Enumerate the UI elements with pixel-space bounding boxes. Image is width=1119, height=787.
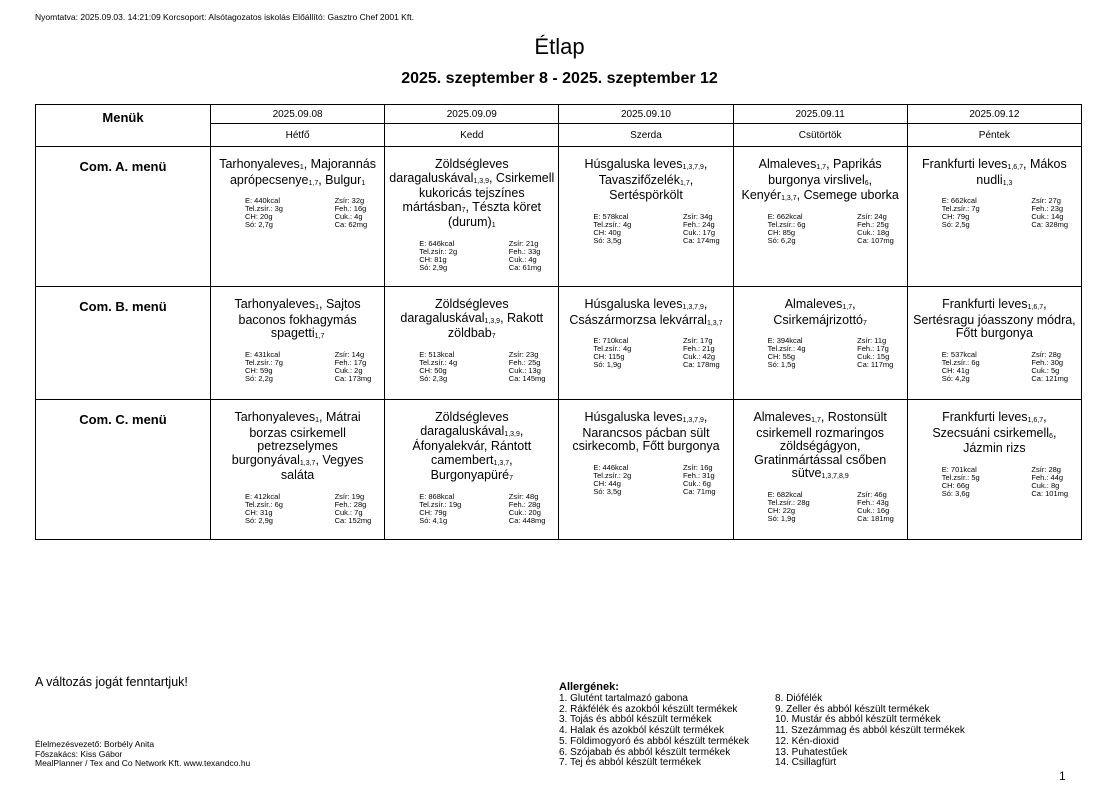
dish-name: Húsgaluska leves <box>584 297 683 311</box>
dish-text <box>389 298 554 343</box>
dish-name: Zöldségleves daragaluskával <box>389 157 509 185</box>
nutrition-value: Só: 3,5g <box>593 486 622 496</box>
dish-name: , Császármorzsa lekvárral <box>569 297 708 327</box>
dish-name: , Paprikás burgonya virslivel <box>768 157 882 187</box>
menu-cell <box>385 147 559 287</box>
dish-name: , Narancsos pácban sült csirkecomb, Főtt burgonya <box>572 410 720 453</box>
allergen-item: 12. Kén-dioxid <box>775 735 839 747</box>
allergen-item: 9. Zeller és abból készült termékek <box>775 703 930 715</box>
dish-name: , Rakott zöldbab <box>447 310 544 340</box>
day-date: 2025.09.08 <box>210 105 385 124</box>
dish-text <box>215 158 380 189</box>
dish-name: Húsgaluska leves <box>584 410 683 424</box>
dish-text <box>563 411 728 456</box>
nutrition-value: Tel.zsír.: 28g <box>767 497 810 507</box>
nutrition-info <box>563 464 728 496</box>
dish-text <box>389 158 554 232</box>
dish-text <box>563 158 728 205</box>
allergen-codes: 1,3,7,9 <box>682 164 704 171</box>
dish-name: , Sertéspörkölt <box>609 172 694 202</box>
nutrition-value: Só: 2,3g <box>419 373 448 383</box>
dish-name: Húsgaluska leves <box>584 157 683 171</box>
nutrition-value: Zsír: 48g <box>508 491 539 501</box>
nutrition-value: Só: 1,9g <box>593 360 622 369</box>
nutrition-value: Ca: 101mg <box>1031 488 1069 498</box>
nutrition-value: Cuk.: 16g <box>857 505 890 515</box>
day-header-wed <box>559 105 733 147</box>
allergen-codes: 1 <box>491 222 496 229</box>
nutrition-value: Cuk.: 15g <box>857 352 890 361</box>
dish-name: , Csemege uborka <box>796 188 899 202</box>
nutrition-info <box>215 351 380 383</box>
nutrition-value: Cuk.: 5g <box>1031 365 1060 375</box>
nutrition-value: Feh.: 33g <box>508 246 541 256</box>
allergen-codes: 1,3,7 <box>299 459 316 467</box>
dish-name: , Bulgur <box>318 172 362 187</box>
allergen-codes: 1 <box>315 417 319 424</box>
nutrition-value: Tel.zsír.: 6g <box>767 219 806 229</box>
dish-name: , Csirkemell kukoricás tejszínes mártásban <box>402 170 555 214</box>
menu-name: Com. B. menü <box>36 287 211 400</box>
nutrition-value: Feh.: 16g <box>334 204 367 213</box>
nutrition-value: Ca: 328mg <box>1031 220 1069 229</box>
nutrition-value: CH: 40g <box>593 227 621 237</box>
nutrition-value: Tel.zsír.: 2g <box>593 470 632 480</box>
day-date: 2025.09.09 <box>384 105 559 124</box>
allergen-item: 13. Puhatestűek <box>775 746 848 758</box>
menu-cell <box>733 287 907 400</box>
allergen-codes: 1,3,7 <box>706 319 723 327</box>
dish-name: , Jázmin rizs <box>963 425 1057 455</box>
nutrition-value: Zsír: 17g <box>682 336 713 345</box>
nutrition-value: Ca: 174mg <box>682 235 720 245</box>
day-name: Hétfő <box>285 130 310 141</box>
day-header-mon <box>211 105 385 147</box>
nutrition-value: Ca: 71mg <box>682 486 716 496</box>
menu-cell <box>211 287 385 400</box>
nutrition-value: Cuk.: 6g <box>682 478 711 488</box>
nutrition-value: E: 537kcal <box>941 349 977 359</box>
dish-name: , Áfonyalekvár, Rántott camembert <box>412 423 532 467</box>
nutrition-value: Ca: 173mg <box>334 373 372 383</box>
allergen-codes: 1,6,7 <box>1007 164 1023 171</box>
dish-name: , Kenyér <box>741 172 873 202</box>
nutrition-info <box>563 337 728 369</box>
day-name: Csütörtök <box>798 130 842 141</box>
nutrition-value: E: 578kcal <box>593 211 629 221</box>
allergen-codes: 1,3,7,9 <box>682 417 704 424</box>
dish-name: , Tészta köret (durum) <box>447 199 542 229</box>
nutrition-value: Só: 1,9g <box>767 513 796 523</box>
nutrition-info <box>738 213 903 245</box>
nutrition-value: E: 394kcal <box>767 336 803 345</box>
nutrition-value: Tel.zsír.: 4g <box>419 357 458 367</box>
nutrition-value: CH: 50g <box>419 365 447 375</box>
nutrition-info <box>389 351 554 383</box>
nutrition-value: E: 701kcal <box>941 464 977 474</box>
dish-name: , Szecsuáni csirkemell <box>932 410 1050 440</box>
nutrition-value: Tel.zsír.: 7g <box>245 357 283 367</box>
dish-text <box>738 411 903 483</box>
staff-line: Főszakács: Kiss Gábor <box>35 748 123 759</box>
nutrition-value: Tel.zsír.: 4g <box>767 344 806 353</box>
allergen-codes: 1,3,7,9 <box>682 304 704 311</box>
nutrition-value: E: 646kcal <box>419 238 455 248</box>
nutrition-value: CH: 115g <box>593 352 625 361</box>
nutrition-value: CH: 55g <box>767 352 796 361</box>
date-range-subtitle: 2025. szeptember 8 - 2025. szeptember 12 <box>401 70 718 87</box>
day-header-thu <box>733 105 907 147</box>
day-name: Szerda <box>630 130 662 141</box>
nutrition-value: Cuk.: 20g <box>508 507 541 517</box>
print-header: Nyomtatva: 2025.09.03. 14:21:09 Korcsoport: Alsótagozatos iskolás Előállító: Gasztro Chef 2001 Kft. <box>35 12 414 22</box>
nutrition-value: Tel.zsír.: 4g <box>593 344 632 353</box>
dish-text <box>738 158 903 205</box>
nutrition-value: Só: 6,2g <box>767 235 796 245</box>
allergen-item: 11. Szezámmag és abból készült termékek <box>775 725 965 737</box>
dish-name: , Mátrai borzas csirkemell petrezselymes burgonyával <box>231 410 361 467</box>
dish-text <box>215 411 380 485</box>
nutrition-value: Cuk.: 18g <box>857 227 890 237</box>
nutrition-value: Feh.: 28g <box>508 499 541 509</box>
allergen-codes: 6 <box>864 179 869 187</box>
nutrition-value: Ca: 152mg <box>334 515 372 525</box>
nutrition-value: Cuk.: 4g <box>334 212 363 221</box>
nutrition-value: Cuk.: 13g <box>508 365 541 375</box>
nutrition-value: Zsír: 27g <box>1031 196 1061 205</box>
nutrition-value: Cuk.: 8g <box>1031 480 1060 490</box>
nutrition-value: Só: 2,7g <box>245 220 273 229</box>
allergen-codes: 6 <box>1049 432 1053 440</box>
day-date: 2025.09.10 <box>558 105 733 124</box>
nutrition-value: E: 868kcal <box>419 491 455 501</box>
menu-row-b <box>36 287 1082 400</box>
nutrition-value: Zsír: 21g <box>508 238 539 248</box>
nutrition-value: CH: 79g <box>941 212 970 221</box>
nutrition-info <box>563 213 728 245</box>
menu-row-a <box>36 147 1082 287</box>
dish-name: Almaleves <box>758 157 817 171</box>
dish-name: Tarhonyaleves <box>234 410 316 424</box>
allergen-codes: 1 <box>299 164 304 171</box>
menu-cell <box>733 147 907 287</box>
day-date: 2025.09.12 <box>907 105 1082 124</box>
nutrition-value: Cuk.: 4g <box>508 254 537 264</box>
day-header-fri <box>907 105 1081 147</box>
dish-name: Almaleves <box>784 297 843 311</box>
menu-cell <box>907 400 1081 540</box>
allergen-codes: 1,7 <box>314 333 325 340</box>
table-header-row <box>36 105 1082 147</box>
nutrition-value: Tel.zsír.: 7g <box>941 204 980 213</box>
allergen-codes: 1,3,7 <box>781 195 797 202</box>
nutrition-value: Zsír: 19g <box>334 491 365 501</box>
dish-name: , Csirkemájrizottó <box>773 297 863 327</box>
nutrition-value: Só: 3,6g <box>941 488 970 498</box>
dish-name: Frankfurti leves <box>921 157 1008 171</box>
nutrition-info <box>215 493 380 525</box>
nutrition-value: CH: 66g <box>941 480 970 490</box>
nutrition-value: Feh.: 25g <box>857 219 889 229</box>
menu-row-c <box>36 400 1082 540</box>
dish-name: , Burgonyapüré <box>430 452 513 482</box>
nutrition-value: Só: 2,2g <box>245 373 273 383</box>
nutrition-value: Só: 2,9g <box>245 515 273 525</box>
dish-name: Frankfurti leves <box>942 297 1028 311</box>
allergen-list-left <box>559 694 749 769</box>
allergen-item: 14. Csillagfürt <box>775 757 837 769</box>
allergen-codes: 1,3,7,8,9 <box>821 473 849 480</box>
nutrition-info <box>738 491 903 523</box>
allergen-codes: 1,3 <box>1002 179 1013 187</box>
nutrition-value: Zsír: 23g <box>508 349 539 359</box>
allergen-codes: 1,7 <box>811 417 821 424</box>
nutrition-value: E: 440kcal <box>245 196 281 205</box>
day-name: Péntek <box>978 130 1010 141</box>
dish-name: Tarhonyaleves <box>219 157 300 171</box>
nutrition-value: Ca: 61mg <box>508 262 542 272</box>
dish-text <box>738 298 903 329</box>
nutrition-value: E: 513kcal <box>419 349 455 359</box>
nutrition-value: Feh.: 21g <box>682 344 715 353</box>
allergen-list-right <box>775 694 965 769</box>
nutrition-value: Ca: 181mg <box>857 513 894 523</box>
dish-name: , Majorannás aprópecsenye <box>229 157 376 187</box>
menu-table <box>35 104 1082 540</box>
allergen-item: 6. Szójabab és abból készült termékek <box>559 746 731 758</box>
allergen-codes: 1,7 <box>842 304 853 311</box>
nutrition-value: CH: 59g <box>245 365 273 375</box>
nutrition-value: E: 412kcal <box>245 491 281 501</box>
menu-cell <box>559 147 733 287</box>
allergen-item: 3. Tojás és abból készült termékek <box>559 714 712 726</box>
dish-name: Zöldségleves daragaluskával <box>420 410 509 438</box>
dish-text <box>912 298 1077 343</box>
nutrition-value: Zsír: 32g <box>334 196 365 205</box>
day-date: 2025.09.11 <box>733 105 908 124</box>
nutrition-value: CH: 79g <box>419 507 447 517</box>
staff-info <box>35 740 250 769</box>
nutrition-value: Tel.zsír.: 6g <box>941 357 980 367</box>
nutrition-value: Ca: 62mg <box>334 220 368 229</box>
nutrition-value: Zsír: 11g <box>857 336 887 345</box>
nutrition-value: E: 710kcal <box>593 336 629 345</box>
allergen-codes: 1,7 <box>816 164 827 171</box>
nutrition-value: Feh.: 17g <box>334 357 367 367</box>
menu-cell <box>385 400 559 540</box>
nutrition-value: Só: 2,5g <box>941 220 970 229</box>
nutrition-value: Ca: 117mg <box>857 360 894 369</box>
nutrition-value: E: 662kcal <box>941 196 977 205</box>
allergen-codes: 7 <box>491 333 496 340</box>
nutrition-value: Zsír: 16g <box>682 462 713 472</box>
allergen-codes: 1,7 <box>308 179 319 187</box>
nutrition-value: Tel.zsír.: 19g <box>419 499 462 509</box>
dish-text <box>215 298 380 343</box>
allergen-item: 8. Diófélék <box>775 693 823 704</box>
menus-header: Menük <box>36 105 211 147</box>
nutrition-value: Cuk.: 14g <box>1031 212 1064 221</box>
menu-cell <box>733 400 907 540</box>
dish-name: Tarhonyaleves <box>234 297 316 311</box>
dish-name: , Sajtos baconos fokhagymás spagetti <box>238 297 361 340</box>
nutrition-value: Feh.: 28g <box>334 499 367 509</box>
nutrition-value: Só: 1,5g <box>767 360 796 369</box>
nutrition-value: CH: 81g <box>419 254 447 264</box>
nutrition-value: Feh.: 17g <box>857 344 889 353</box>
dish-name: , Tavaszifőzelék <box>598 157 708 187</box>
allergen-codes: 1,6,7 <box>1027 417 1044 424</box>
allergen-item: 2. Rákfélék és azokból készült termékek <box>559 703 738 715</box>
nutrition-info <box>912 197 1077 229</box>
allergen-item: 5. Földimogyoró és abból készült termékek <box>559 735 750 747</box>
change-notice: A változás jogát fenntartjuk! <box>35 675 188 689</box>
allergen-codes: 7 <box>461 206 466 214</box>
allergen-codes: 1 <box>361 179 366 187</box>
nutrition-value: CH: 20g <box>245 212 273 221</box>
nutrition-value: Ca: 448mg <box>508 515 546 525</box>
nutrition-value: Cuk.: 7g <box>334 507 363 517</box>
staff-line: MealPlanner / Tex and Co Network Kft. www.texandco.hu <box>35 758 251 768</box>
nutrition-value: E: 662kcal <box>767 211 803 221</box>
allergen-item: 10. Mustár és abból készült termékek <box>775 714 941 726</box>
nutrition-value: Ca: 178mg <box>682 360 720 369</box>
nutrition-value: E: 682kcal <box>767 489 803 499</box>
dish-name: Zöldségleves daragaluskával <box>400 297 509 325</box>
allergen-codes: 7 <box>509 475 513 482</box>
page-number: 1 <box>1059 769 1066 783</box>
nutrition-value: Só: 4,1g <box>419 515 448 525</box>
nutrition-value: Zsír: 34g <box>682 211 713 221</box>
menu-cell <box>907 147 1081 287</box>
nutrition-value: Zsír: 14g <box>334 349 365 359</box>
menu-name: Com. C. menü <box>36 400 211 540</box>
nutrition-value: Tel.zsír.: 5g <box>941 472 980 482</box>
nutrition-value: Cuk.: 17g <box>682 227 716 237</box>
nutrition-info <box>912 351 1077 383</box>
nutrition-value: Ca: 107mg <box>857 235 894 245</box>
nutrition-value: CH: 85g <box>767 227 796 237</box>
allergen-codes: 1,3,9 <box>504 430 520 438</box>
dish-name: , Sertésragu jóasszony módra, Főtt burgonya <box>913 297 1076 340</box>
nutrition-info <box>738 337 903 369</box>
dish-text <box>912 158 1077 189</box>
menu-cell <box>211 400 385 540</box>
dish-name: , Vegyes saláta <box>280 452 364 482</box>
menu-cell <box>559 400 733 540</box>
allergen-codes: 1 <box>315 304 319 311</box>
allergen-item: 7. Tej és abból készült termékek <box>559 757 702 769</box>
nutrition-value: CH: 22g <box>767 505 796 515</box>
nutrition-value: Feh.: 30g <box>1031 357 1064 367</box>
nutrition-value: Só: 4,2g <box>941 373 970 383</box>
nutrition-info <box>912 466 1077 498</box>
allergen-codes: 1,3,9 <box>473 177 489 185</box>
nutrition-value: Feh.: 43g <box>857 497 889 507</box>
dish-name: Frankfurti leves <box>942 410 1028 424</box>
nutrition-value: Cuk.: 2g <box>334 365 363 375</box>
menu-cell <box>559 287 733 400</box>
nutrition-value: CH: 44g <box>593 478 621 488</box>
allergen-codes: 1,3,7 <box>493 459 510 467</box>
nutrition-value: Zsír: 28g <box>1031 349 1061 359</box>
day-name: Kedd <box>460 130 484 141</box>
menu-cell <box>385 287 559 400</box>
nutrition-value: Feh.: 23g <box>1031 204 1064 213</box>
staff-line: Élelmezésvezető: Borbély Anita <box>35 739 155 749</box>
allergen-item: 1. Glutént tartalmazó gabona <box>559 693 688 704</box>
nutrition-value: Feh.: 44g <box>1031 472 1064 482</box>
nutrition-value: Zsír: 46g <box>857 489 887 499</box>
allergen-codes: 7 <box>863 319 867 327</box>
allergen-codes: 1,6,7 <box>1027 304 1044 311</box>
day-header-tue <box>385 105 559 147</box>
menu-name: Com. A. menü <box>36 147 211 287</box>
nutrition-value: CH: 41g <box>941 365 970 375</box>
nutrition-value: Feh.: 31g <box>682 470 715 480</box>
nutrition-info <box>389 493 554 525</box>
nutrition-value: Só: 3,5g <box>593 235 622 245</box>
nutrition-value: E: 431kcal <box>245 349 281 359</box>
menu-cell <box>907 287 1081 400</box>
nutrition-value: Cuk.: 42g <box>682 352 716 361</box>
nutrition-info <box>215 197 380 229</box>
nutrition-value: Tel.zsír.: 3g <box>245 204 283 213</box>
allergen-codes: 1,3,9 <box>484 317 501 325</box>
nutrition-value: Ca: 145mg <box>508 373 546 383</box>
nutrition-info <box>389 240 554 272</box>
nutrition-value: Zsír: 28g <box>1031 464 1061 474</box>
dish-text <box>389 411 554 485</box>
nutrition-value: E: 446kcal <box>593 462 629 472</box>
nutrition-value: Tel.zsír.: 4g <box>593 219 632 229</box>
nutrition-value: Só: 2,9g <box>419 262 448 272</box>
nutrition-value: Ca: 121mg <box>1031 373 1069 383</box>
nutrition-value: Tel.zsír.: 6g <box>245 499 283 509</box>
dish-name: , Rostonsült csirkemell rozmaringos zöldségágyon, Gratinmártással csőben sütve <box>754 410 887 480</box>
menu-cell <box>211 147 385 287</box>
dish-name: Almaleves <box>753 410 812 424</box>
dish-text <box>563 298 728 329</box>
nutrition-value: Tel.zsír.: 2g <box>419 246 458 256</box>
dish-name: , Mákos nudli <box>976 157 1067 187</box>
nutrition-value: CH: 31g <box>245 507 273 517</box>
nutrition-value: Zsír: 24g <box>857 211 887 221</box>
nutrition-value: Feh.: 24g <box>682 219 715 229</box>
dish-text <box>912 411 1077 458</box>
allergen-codes: 1,7 <box>680 179 690 187</box>
allergen-item: 4. Halak és azokból készült termékek <box>559 725 725 737</box>
page-title: Étlap <box>534 34 585 59</box>
nutrition-value: Feh.: 25g <box>508 357 541 367</box>
allergen-title: Allergének: <box>559 681 619 693</box>
